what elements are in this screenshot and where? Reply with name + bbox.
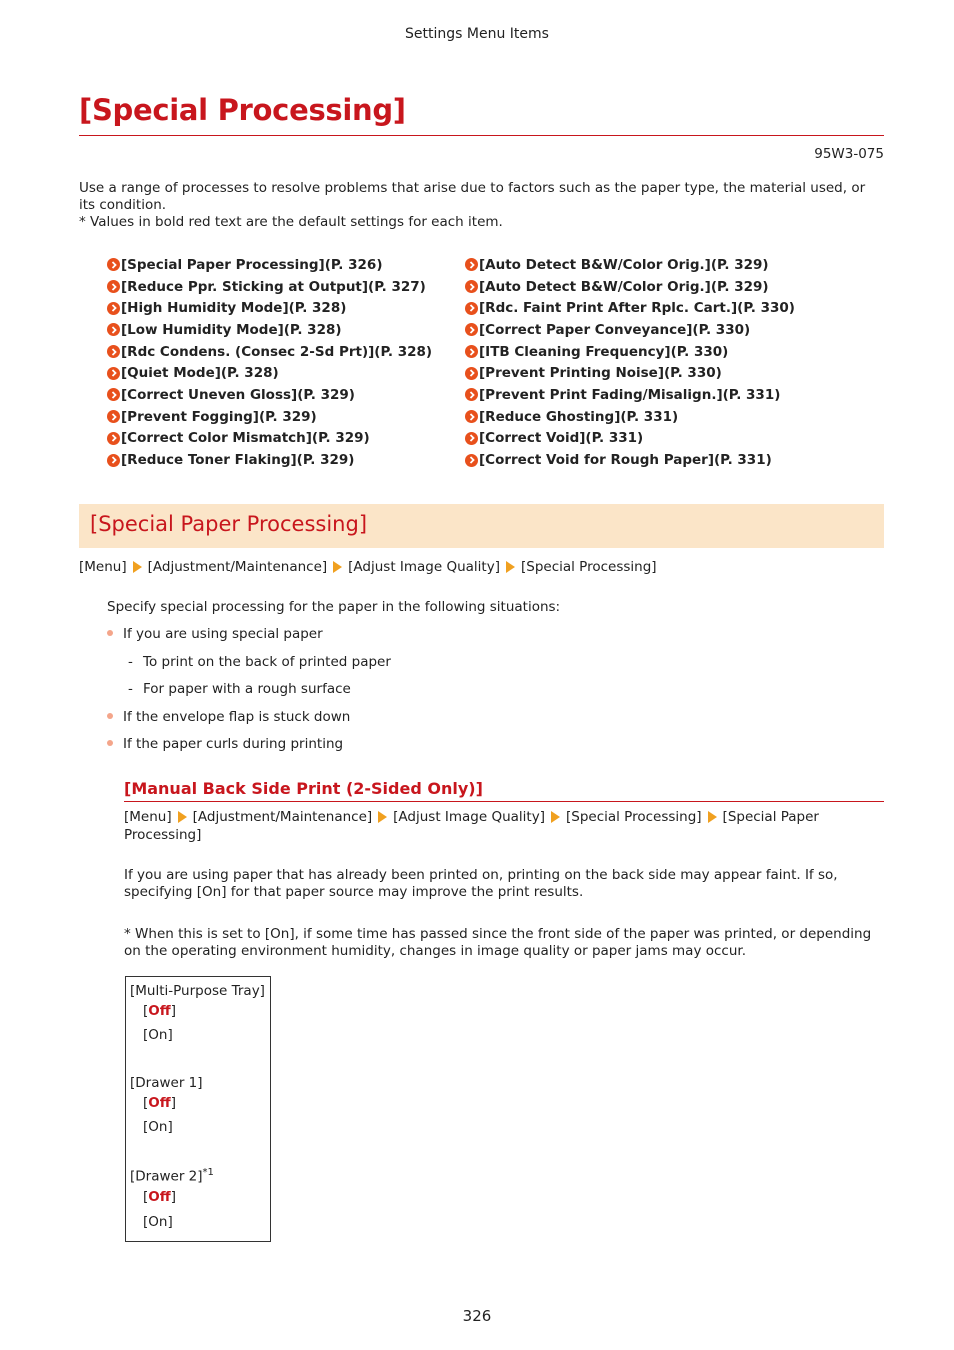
intro-line-2: * Values in bold red text are the default settings for each item. (79, 214, 503, 230)
link-item[interactable] (107, 297, 432, 319)
breadcrumb-item: [Special Processing] (565, 809, 702, 825)
breadcrumb-item: [Special Paper Processing] (124, 809, 819, 843)
triangle-right-icon (133, 561, 142, 573)
chevron-right-icon (107, 410, 120, 423)
chevron-right-icon (107, 280, 120, 293)
link-label: [Auto Detect B&W/Color Orig.](P. 329) (479, 256, 769, 273)
chevron-right-icon (107, 302, 120, 315)
option-group-label: [Drawer 1] (130, 1075, 203, 1091)
bullet-dot-icon (107, 740, 113, 746)
sub-list-item: - To print on the back of printed paper (128, 654, 391, 670)
chevron-right-icon (107, 388, 120, 401)
section-description: Specify special processing for the paper in the following situations: (107, 599, 561, 615)
breadcrumb-item: [Special Processing] (520, 559, 657, 575)
link-label: [Rdc. Faint Print After Rplc. Cart.](P. 330) (479, 300, 795, 317)
bullet-dot-icon (107, 713, 113, 719)
link-label: [Correct Void for Rough Paper](P. 331) (479, 452, 772, 469)
chevron-right-icon (465, 345, 478, 358)
breadcrumb-item: [Adjustment/Maintenance] (192, 809, 373, 825)
subsection-note: * When this is set to [On], if some time has passed since the front side of the paper was printed, or depending on the operating environment humidity, changes in image quality or paper jams may occur. (124, 926, 872, 959)
link-label: [Reduce Ppr. Sticking at Output](P. 327) (121, 278, 426, 295)
link-item[interactable] (107, 428, 432, 450)
chevron-right-icon (465, 410, 478, 423)
running-header: Settings Menu Items (405, 26, 549, 42)
section-heading-band (79, 504, 884, 548)
page-title: [Special Processing] (79, 93, 406, 127)
chevron-right-icon (465, 302, 478, 315)
option-value[interactable]: [On] (143, 1027, 173, 1043)
link-item[interactable] (465, 297, 795, 319)
chevron-right-icon (107, 432, 120, 445)
footnote-marker: *1 (202, 1167, 214, 1178)
link-label: [Correct Color Mismatch](P. 329) (121, 430, 370, 447)
list-item: If the paper curls during printing (107, 736, 343, 752)
sub-list-item: - For paper with a rough surface (128, 681, 351, 697)
breadcrumb-item: [Menu] (79, 559, 127, 575)
chevron-right-icon (107, 258, 120, 271)
link-label: [Low Humidity Mode](P. 328) (121, 321, 342, 338)
link-item[interactable] (465, 449, 795, 471)
list-item: If the envelope flap is stuck down (107, 709, 350, 725)
link-list-left (107, 254, 432, 471)
link-list-right (465, 254, 795, 471)
link-label: [Prevent Print Fading/Misalign.](P. 331) (479, 386, 781, 403)
chevron-right-icon (465, 258, 478, 271)
link-label: [Special Paper Processing](P. 326) (121, 256, 383, 273)
link-item[interactable] (465, 406, 795, 428)
option-value[interactable]: [On] (143, 1119, 173, 1135)
triangle-right-icon (551, 811, 560, 823)
triangle-right-icon (178, 811, 187, 823)
link-label: [Reduce Ghosting](P. 331) (479, 408, 679, 425)
breadcrumb-item: [Adjustment/Maintenance] (147, 559, 328, 575)
link-label: [Correct Paper Conveyance](P. 330) (479, 321, 751, 338)
link-item[interactable] (465, 341, 795, 363)
link-item[interactable] (107, 449, 432, 471)
link-item[interactable] (465, 428, 795, 450)
breadcrumb (124, 808, 864, 844)
link-label: [Quiet Mode](P. 328) (121, 365, 279, 382)
breadcrumb (79, 558, 657, 576)
chevron-right-icon (107, 454, 120, 467)
chevron-right-icon (465, 367, 478, 380)
chevron-right-icon (107, 367, 120, 380)
intro-text (79, 180, 884, 231)
chevron-right-icon (465, 388, 478, 401)
chevron-right-icon (107, 323, 120, 336)
list-item: If you are using special paper (107, 626, 323, 642)
link-item[interactable] (107, 406, 432, 428)
link-item[interactable] (465, 254, 795, 276)
dash-icon: - (128, 654, 133, 670)
triangle-right-icon (708, 811, 717, 823)
title-divider (79, 135, 884, 136)
option-default[interactable]: [Off] (143, 1095, 176, 1111)
link-label: [Correct Uneven Gloss](P. 329) (121, 386, 355, 403)
link-label: [Correct Void](P. 331) (479, 430, 644, 447)
triangle-right-icon (333, 561, 342, 573)
link-item[interactable] (107, 276, 432, 298)
subsection-paragraph: If you are using paper that has already been printed on, printing on the back side may appear faint. If so, specifying [On] for that paper source may improve the print results. (124, 867, 838, 900)
option-group-label: [Drawer 2]$^{*1}$ (130, 1167, 214, 1185)
intro-line-1: Use a range of processes to resolve problems that arise due to factors such as the paper type, the material used, or its condition. (79, 180, 866, 213)
chevron-right-icon (465, 454, 478, 467)
section-heading: [Special Paper Processing] (90, 512, 368, 536)
triangle-right-icon (378, 811, 387, 823)
chevron-right-icon (465, 432, 478, 445)
triangle-right-icon (506, 561, 515, 573)
breadcrumb-item: [Adjust Image Quality] (348, 559, 500, 575)
link-label: [Auto Detect B&W/Color Orig.](P. 329) (479, 278, 769, 295)
link-item[interactable] (107, 384, 432, 406)
option-group-label: [Multi-Purpose Tray] (130, 983, 265, 999)
link-label: [Reduce Toner Flaking](P. 329) (121, 452, 355, 469)
link-item[interactable] (107, 254, 432, 276)
link-item[interactable] (465, 319, 795, 341)
option-default[interactable]: [Off] (143, 1189, 176, 1205)
chevron-right-icon (465, 280, 478, 293)
link-item[interactable] (107, 341, 432, 363)
link-label: [High Humidity Mode](P. 328) (121, 300, 347, 317)
bullet-dot-icon (107, 630, 113, 636)
chevron-right-icon (465, 323, 478, 336)
option-default[interactable]: [Off] (143, 1003, 176, 1019)
subsection-divider (124, 801, 884, 802)
link-item[interactable] (465, 276, 795, 298)
link-item[interactable] (107, 362, 432, 384)
link-label: [Rdc Condens. (Consec 2-Sd Prt)](P. 328) (121, 343, 433, 360)
link-label: [Prevent Printing Noise](P. 330) (479, 365, 722, 382)
settings-options-box (125, 976, 271, 1242)
document-id: 95W3-075 (814, 146, 884, 162)
breadcrumb-item: [Menu] (124, 809, 172, 825)
breadcrumb-item: [Adjust Image Quality] (393, 809, 545, 825)
link-item[interactable] (465, 384, 795, 406)
subsection-heading: [Manual Back Side Print (2-Sided Only)] (124, 779, 483, 798)
dash-icon: - (128, 681, 133, 697)
option-value[interactable]: [On] (143, 1214, 173, 1230)
link-label: [ITB Cleaning Frequency](P. 330) (479, 343, 729, 360)
page-number: 326 (462, 1307, 492, 1325)
link-item[interactable] (465, 362, 795, 384)
link-label: [Prevent Fogging](P. 329) (121, 408, 317, 425)
chevron-right-icon (107, 345, 120, 358)
link-item[interactable] (107, 319, 432, 341)
